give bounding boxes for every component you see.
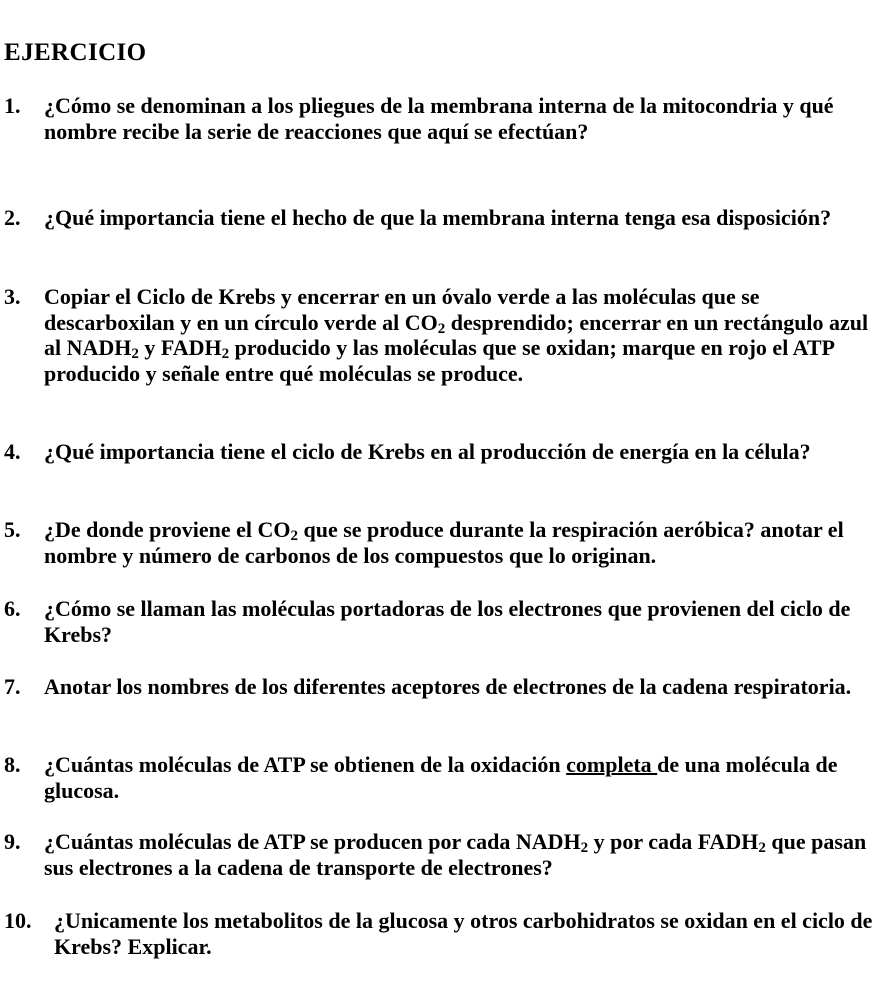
question-text: ¿Cómo se llaman las moléculas portadoras de los electrones que provienen del ciclo de Krebs? — [44, 596, 851, 647]
question-number: 7. — [4, 674, 21, 699]
question-10 — [0, 908, 880, 959]
question-2 — [0, 205, 880, 231]
question-text: ¿Unicamente los metabolitos de la glucosa y otros carbohidratos se oxidan en el ciclo de Krebs? Explicar. — [54, 908, 873, 959]
question-8 — [0, 752, 880, 803]
question-number: 8. — [4, 752, 21, 777]
subscript: 2 — [290, 528, 298, 544]
question-9 — [0, 829, 880, 880]
subscript: 2 — [580, 840, 589, 856]
subscript: 2 — [221, 346, 230, 362]
question-text — [44, 829, 880, 880]
question-text-part: Copiar el Ciclo de Krebs y encerrar en un óvalo verde a las moléculas que se descarboxilan y en un círculo verde al CO — [44, 284, 760, 335]
question-text-part: ¿Cuántas moléculas de ATP se obtienen de la oxidación — [44, 752, 567, 777]
question-6 — [0, 596, 880, 647]
question-number: 1. — [4, 93, 21, 118]
question-7 — [0, 674, 880, 700]
question-text: ¿Qué importancia tiene el ciclo de Krebs en al producción de energía en la célula? — [44, 439, 811, 464]
question-number: 6. — [4, 596, 21, 621]
question-text-part: ¿Cuántas moléculas de ATP se producen por cada NADH — [44, 829, 581, 854]
question-5 — [0, 517, 880, 568]
question-number: 5. — [4, 517, 21, 542]
question-number: 2. — [4, 205, 21, 230]
question-text-part: y por cada FADH — [588, 829, 759, 854]
question-3 — [0, 284, 880, 386]
question-number: 4. — [4, 439, 21, 464]
question-text-part: ¿De donde proviene el CO — [44, 517, 291, 542]
question-text — [44, 517, 880, 568]
question-text-part: que pasan sus electrones a la cadena de transporte de electrones? — [44, 829, 867, 880]
page-title: EJERCICIO — [4, 39, 147, 66]
subscript: 2 — [437, 320, 446, 337]
question-text: ¿Cómo se denominan a los pliegues de la membrana interna de la mitocondria y qué nombre recibe la serie de reacciones que aquí se efectúan? — [44, 93, 834, 144]
question-text: ¿Qué importancia tiene el hecho de que la membrana interna tenga esa disposición? — [44, 205, 832, 230]
question-number: 9. — [4, 829, 21, 854]
question-text — [44, 752, 880, 803]
question-number: 10. — [4, 908, 32, 933]
subscript: 2 — [131, 346, 139, 362]
question-1 — [0, 93, 880, 144]
question-text-part: desprendido; encerrar en un rectángulo azul al NADH — [44, 309, 869, 360]
question-text-part: que se produce durante la respiración aeróbica? anotar el nombre y número de carbonos de los compuestos que lo originan. — [44, 517, 844, 568]
underlined-word: completa — [566, 752, 658, 777]
question-4 — [0, 439, 880, 465]
question-text-part: producido y las moléculas que se oxidan; marque en rojo el ATP producido y señale entre qué moléculas se produce. — [44, 335, 834, 386]
subscript: 2 — [758, 840, 766, 856]
question-number: 3. — [4, 284, 21, 309]
question-text-part: y FADH — [138, 335, 222, 360]
question-text: Anotar los nombres de los diferentes aceptores de electrones de la cadena respiratoria. — [44, 674, 852, 699]
question-text — [44, 284, 880, 386]
question-text-part: de una molécula de glucosa. — [44, 752, 838, 803]
